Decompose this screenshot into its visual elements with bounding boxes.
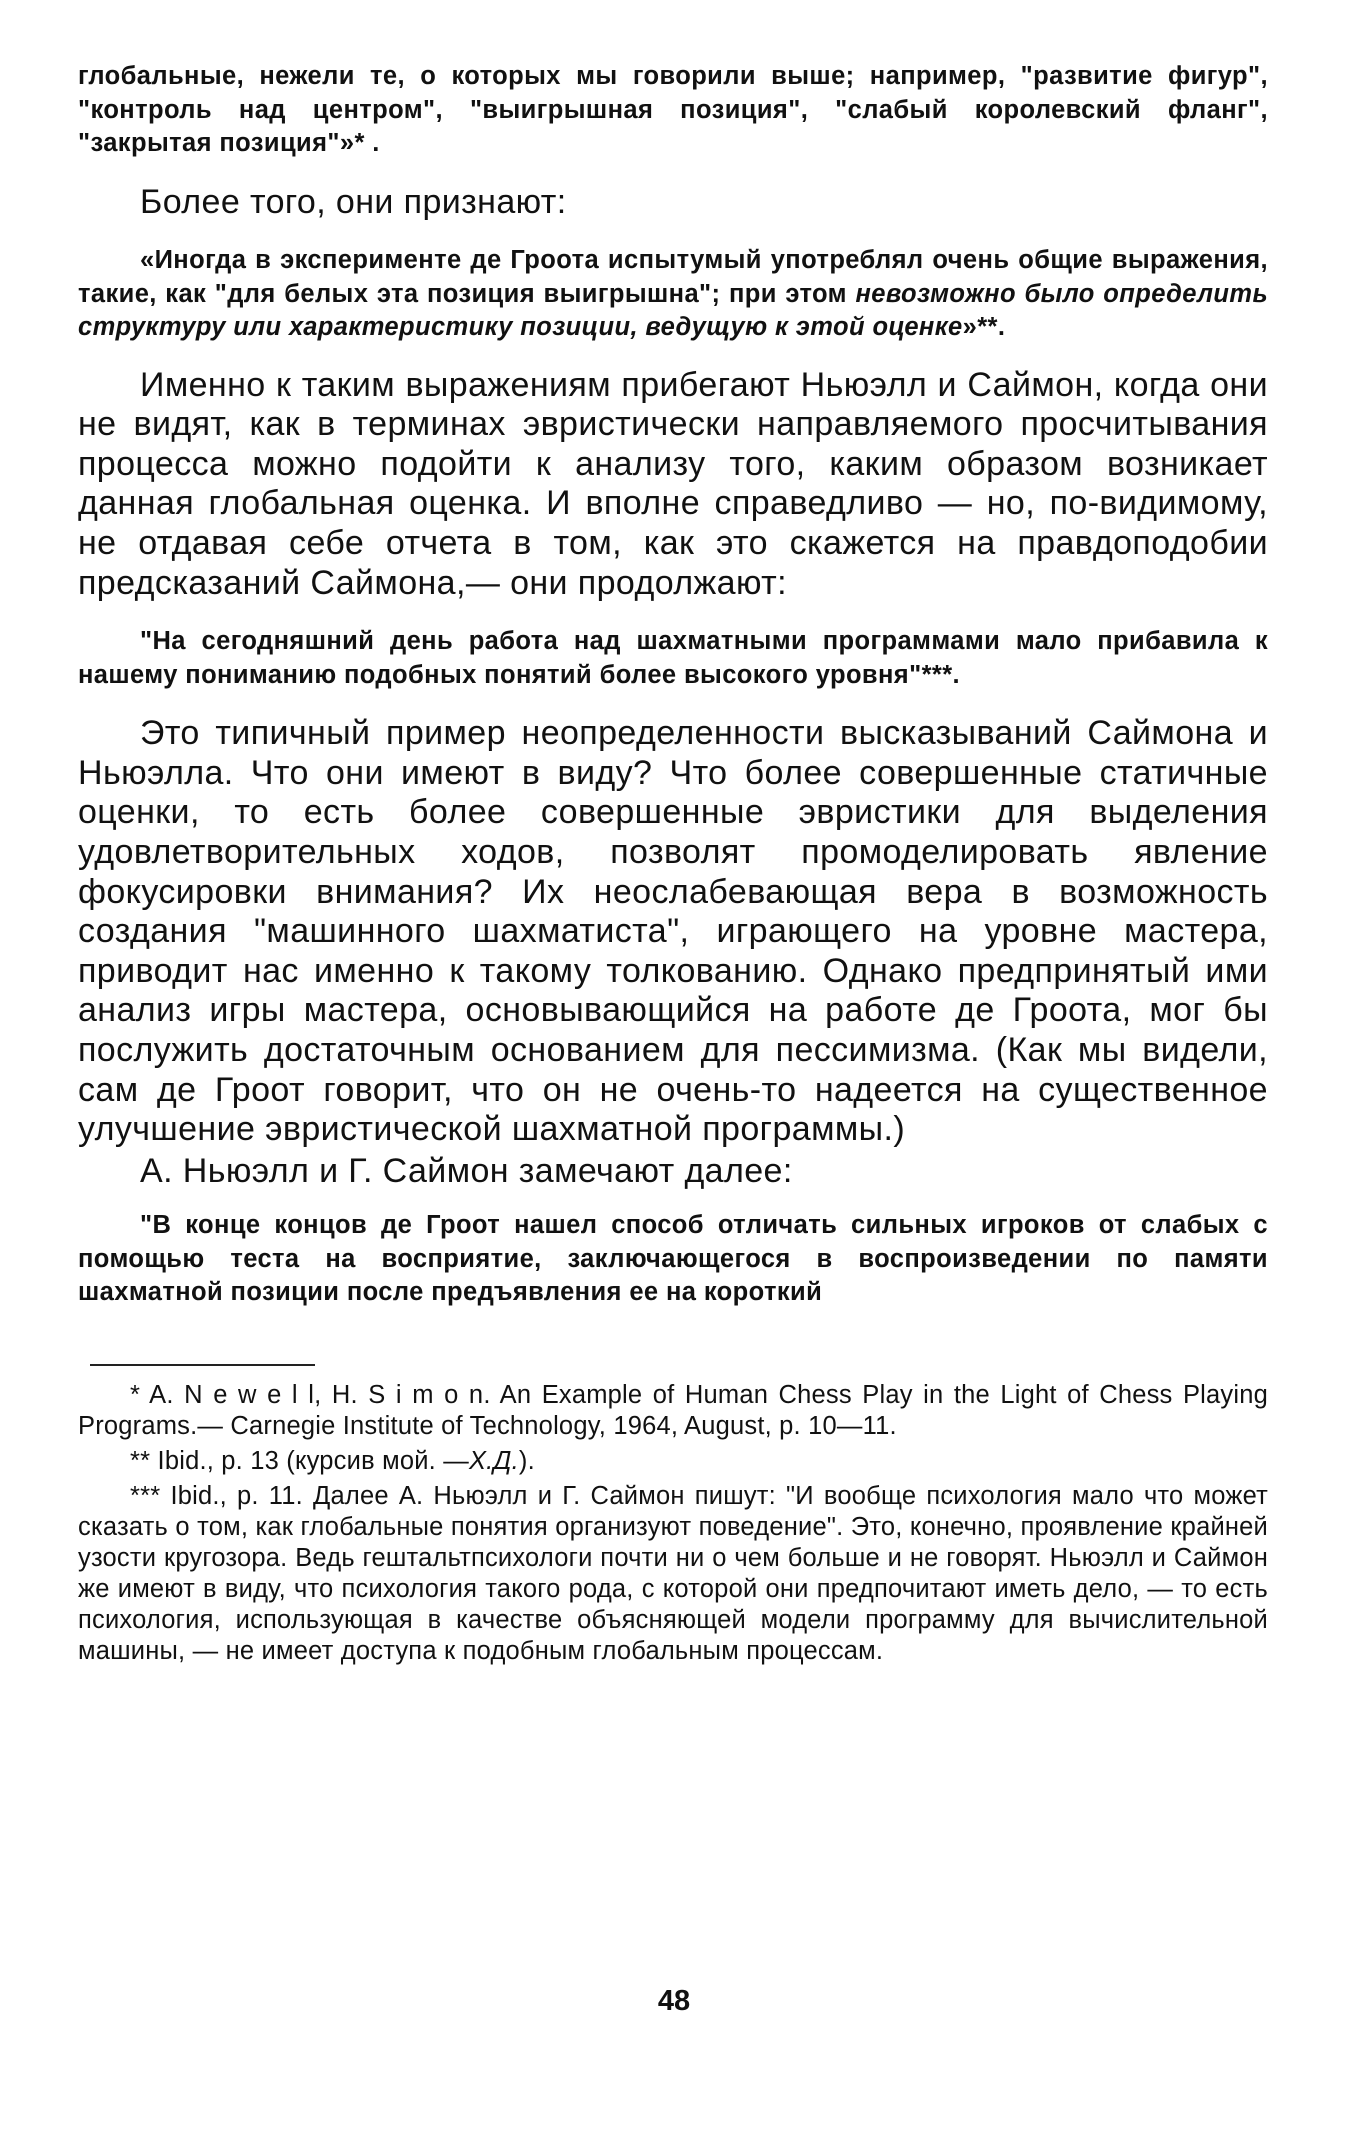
- paragraph-they-admit: Более того, они признают:: [140, 182, 567, 221]
- quote-de-groot-start: «Иногда в эксперименте де Гроота испытумый употреблял очень общие выражения, такие, как "для белых эта позиция выигрышна"; при этом: [78, 246, 1268, 308]
- paragraph-further-note: А. Ньюэлл и Г. Саймон замечают далее:: [140, 1151, 793, 1190]
- paragraph-quote-continuation: глобальные, нежели те, о которых мы говорили выше; например, "развитие фигур", "контроль над центром", "выигрышная позиция", "слабый королевский фланг", "закрытая позиция"»* .: [78, 62, 1268, 157]
- quote-de-groot-italic: невозможно было определить структуру или характеристику позиции, ведущую к этой оценке: [78, 279, 1268, 342]
- quote-de-groot-end: »**.: [962, 313, 1006, 342]
- footnotes: [78, 1364, 1268, 1667]
- footnote-3: *** Ibid., p. 11. Далее А. Ньюэлл и Г. Саймон пишут: "И вообще психология мало что может сказать о том, как глобальные понятия организуют поведение". Это, конечно, проявление крайней узости кругозора. Ведь гештальтпсихологи почти ни о чем больше и не говорят. Ньюэлл и Саймон же имеют в виду, что психология такого рода, с которой они предпочитают иметь дело, — то есть психология, использующая в качестве объясняющей модели программу для вычислительной машины, — не имеет доступа к подобным глобальным процессам.: [78, 1481, 1268, 1665]
- paragraph-newell-simon-expressions: Именно к таким выражениям прибегают Ньюэлл и Саймон, когда они не видят, как в терминах эвристически направляемого просчитывания процесса можно подойти к анализу того, каким образом возникает данная глобальная оценка. И вполне справедливо — но, по-видимому, не отдавая себе отчета в том, как это скажется на правдоподобии предсказаний Саймона,— они продолжают:: [78, 365, 1268, 602]
- page-body: [78, 60, 1268, 1667]
- footnote-2-end: ).: [518, 1446, 535, 1475]
- quote-perception-test: "В конце концов де Гроот нашел способ отличать сильных игроков от слабых с помощью теста на восприятие, заключающегося в воспроизведении по памяти шахматной позиции после предъявления ее на короткий: [78, 1211, 1268, 1307]
- footnote-2-initials: Х.Д.: [468, 1446, 519, 1475]
- quote-de-groot: [78, 244, 1268, 345]
- paragraph-typical-example: Это типичный пример неопределенности высказываний Саймона и Ньюэлла. Что они имеют в виду? Что более совершенные статичные оценки, то есть более совершенные эвристики для выделения удовлетворительных ходов, позволят промоделировать явление фокусировки внимания? Их неослабевающая вера в возможность создания "машинного шахматиста", играющего на уровне мастера, приводит нас именно к такому толкованию. Однако предпринятый ими анализ игры мастера, основывающийся на работе де Гроота, мог бы послужить достаточным основанием для пессимизма. (Как мы видели, сам де Гроот говорит, что он не очень-то надеется на существенное улучшение эвристической шахматной программы.): [78, 714, 1268, 1149]
- quote-chess-programs: "На сегодняшний день работа над шахматными программами мало прибавила к нашему пониманию подобных понятий более высокого уровня"***.: [78, 627, 1268, 689]
- footnote-1: * A. N e w e l l, H. S i m o n. An Example of Human Chess Play in the Light of Chess Playing Programs.— Carnegie Institute of Technology, 1964, August, p. 10—11.: [78, 1380, 1268, 1440]
- page-number: 48: [657, 1985, 691, 2017]
- footnote-divider: [90, 1364, 315, 1366]
- footnote-2: [78, 1446, 1268, 1477]
- footnote-2-start: ** Ibid., p. 13 (курсив мой. —: [130, 1446, 469, 1475]
